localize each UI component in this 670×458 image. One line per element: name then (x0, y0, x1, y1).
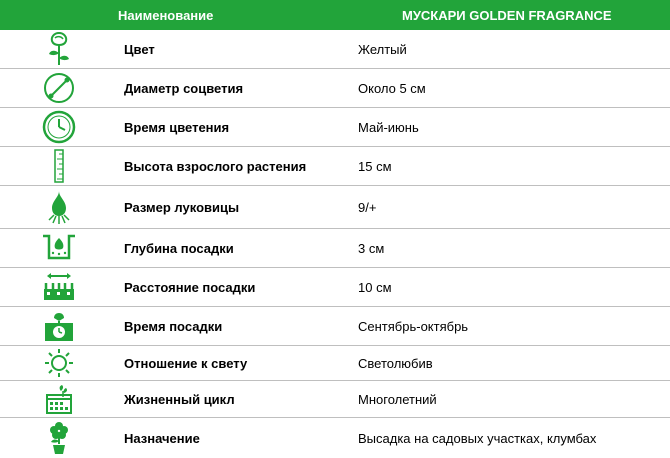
header-product-name: МУСКАРИ GOLDEN FRAGRANCE (402, 7, 612, 23)
header-name-label: Наименование (118, 7, 214, 23)
row-label: Диаметр соцветия (124, 80, 244, 96)
table-row (0, 229, 670, 268)
row-value: 10 см (358, 279, 392, 295)
row-label: Размер луковицы (124, 199, 240, 215)
flower-pot-icon (0, 420, 118, 456)
table-row (0, 147, 670, 186)
row-label: Цвет (124, 41, 155, 57)
planting-depth-icon (0, 232, 118, 264)
clock-icon (0, 110, 118, 144)
table-row (0, 108, 670, 147)
row-label: Высота взрослого растения (124, 158, 307, 174)
ruler-icon (0, 149, 118, 183)
row-value: 3 см (358, 240, 385, 256)
row-value: Многолетний (358, 391, 437, 407)
row-value: Май-июнь (358, 119, 419, 135)
row-label: Глубина посадки (124, 240, 234, 256)
row-value: 9/+ (358, 199, 377, 215)
sun-icon (0, 348, 118, 378)
row-value: Около 5 см (358, 80, 426, 96)
table-row (0, 186, 670, 229)
row-label: Расстояние посадки (124, 279, 256, 295)
table-row (0, 30, 670, 69)
row-label: Жизненный цикл (124, 391, 235, 407)
row-value: Сентябрь-октябрь (358, 318, 469, 334)
row-value: 15 см (358, 158, 392, 174)
table-row (0, 268, 670, 307)
row-label: Назначение (124, 430, 200, 446)
row-value: Светолюбив (358, 355, 433, 371)
table-row (0, 69, 670, 108)
planting-distance-icon (0, 271, 118, 303)
life-cycle-icon (0, 383, 118, 415)
planting-time-icon (0, 309, 118, 343)
rose-icon (0, 31, 118, 67)
table-row (0, 418, 670, 458)
row-value: Желтый (358, 41, 407, 57)
row-value: Высадка на садовых участках, клумбах (358, 430, 597, 446)
bulb-icon (0, 189, 118, 225)
table-row (0, 307, 670, 346)
table-row (0, 381, 670, 418)
table-row (0, 346, 670, 381)
row-label: Время цветения (124, 119, 230, 135)
table-header (0, 0, 670, 30)
row-label: Отношение к свету (124, 355, 248, 371)
row-label: Время посадки (124, 318, 223, 334)
diameter-icon (0, 71, 118, 105)
